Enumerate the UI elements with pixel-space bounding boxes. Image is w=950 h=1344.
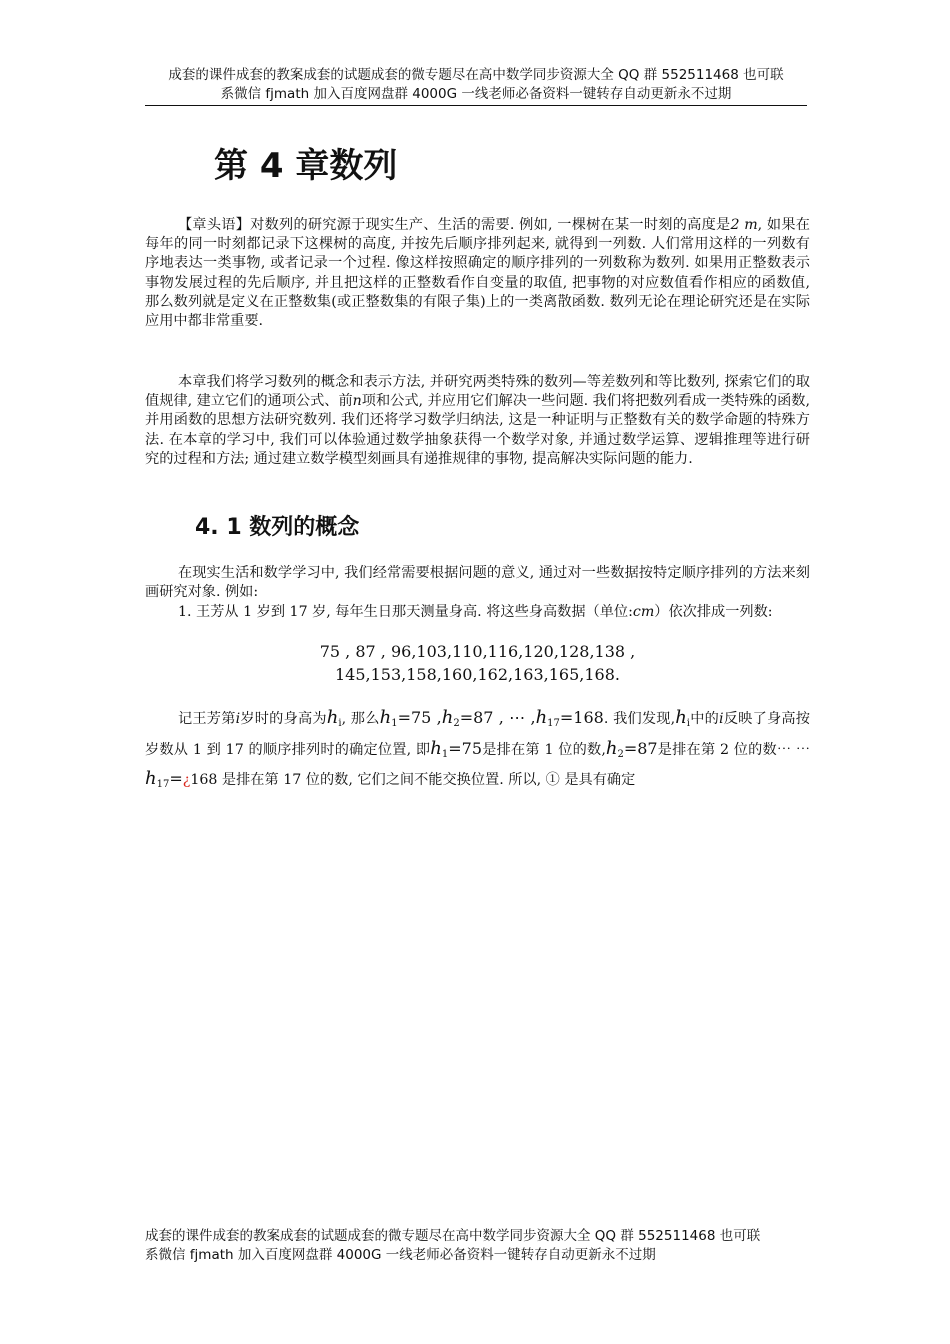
page-header: [145, 66, 807, 106]
footer-line-2: 系微信 fjmath 加入百度网盘群 4000G 一线老师必备资料一键转存自动更新永不过期: [145, 1247, 656, 1263]
render-glitch-glyph: ¿: [182, 772, 191, 788]
section-paragraph-3: 记王芳第i岁时的身高为$h_i$, 那么$h_1=75$ $,h_2=87$ , ⋯ $,h_{17}=168$. 我们发现$,h_i$中的i反映了身高按岁数从 1 到 17 的顺序排列时的确定位置, 即$h_1=75$是排在第 1 位的数$,h_2=87$是排在第 2 位的数⋯ $\cdots h_{17}=¿168$ 是排在第 17 位的数, 它们之间不能交换位置. 所以, ① 是具有确定: [145, 707, 811, 790]
section-paragraph-2: 1. 王芳从 1 岁到 17 岁, 每年生日那天测量身高. 将这些身高数据（单位:cm）依次排成一列数:: [178, 604, 773, 620]
section-title: 4. 1 数列的概念: [195, 515, 360, 540]
intro-paragraph-2: 本章我们将学习数列的概念和表示方法, 并研究两类特殊的数列—等差数列和等比数列, 探索它们的取值规律, 建立它们的通项公式、前n项和公式, 并应用它们解决一些问题. 我们将把数列看成一类特殊的函数, 并用函数的思想方法研究数列. 我们还将学习数学归纳法, 这是一种证明与正整数有关的数学命题的特殊方法. 在本章的学习中, 我们可以体验通过数学抽象获得一个数学对象, 并通过数学运算、逻辑推理等进行研究的过程和方法; 通过建立数学模型刻画具有递推规律的事物, 提高解决实际问题的能力.: [145, 374, 810, 467]
intro-paragraph-1: 【章头语】对数列的研究源于现实生产、生活的需要. 例如, 一棵树在某一时刻的高度是2 m, 如果在每年的同一时刻都记录下这棵树的高度, 并按先后顺序排列起来, 就得到一列数. 人们常用这样的一列数有序地表达一类事物, 或者记录一个过程. 像这样按照确定的顺序排列的一列数称为数列. 如果用正整数表示事物发展过程的先后顺序, 并且把这样的正整数看作自变量的取值, 把事物的对应数值看作相应的函数值, 那么数列就是定义在正整数集(或正整数集的有限子集)上的一类离散函数. 数列无论在理论研究还是在实际应用中都非常重要.: [145, 217, 810, 330]
header-line-1: 成套的课件成套的教案成套的试题成套的微专题尽在高中数学同步资源大全 QQ 群 552511468 也可联: [168, 67, 784, 83]
section-paragraph-1: 在现实生活和数学学习中, 我们经常需要根据问题的意义, 通过对一些数据按特定顺序排列的方法来刻画研究对象. 例如:: [145, 565, 810, 601]
page-footer: [145, 1227, 805, 1265]
height-data-line-2: 145,153,158,160,162,163,165,168.: [335, 665, 620, 684]
header-line-2: 系微信 fjmath 加入百度网盘群 4000G 一线老师必备资料一键转存自动更新永不过期: [220, 86, 732, 102]
footer-line-1: 成套的课件成套的教案成套的试题成套的微专题尽在高中数学同步资源大全 QQ 群 552511468 也可联: [145, 1228, 761, 1244]
chapter-title: 第 4 章数列: [214, 146, 398, 186]
height-data-line-1: 75 , 87 , 96,103,110,116,120,128,138 ,: [319, 642, 636, 661]
